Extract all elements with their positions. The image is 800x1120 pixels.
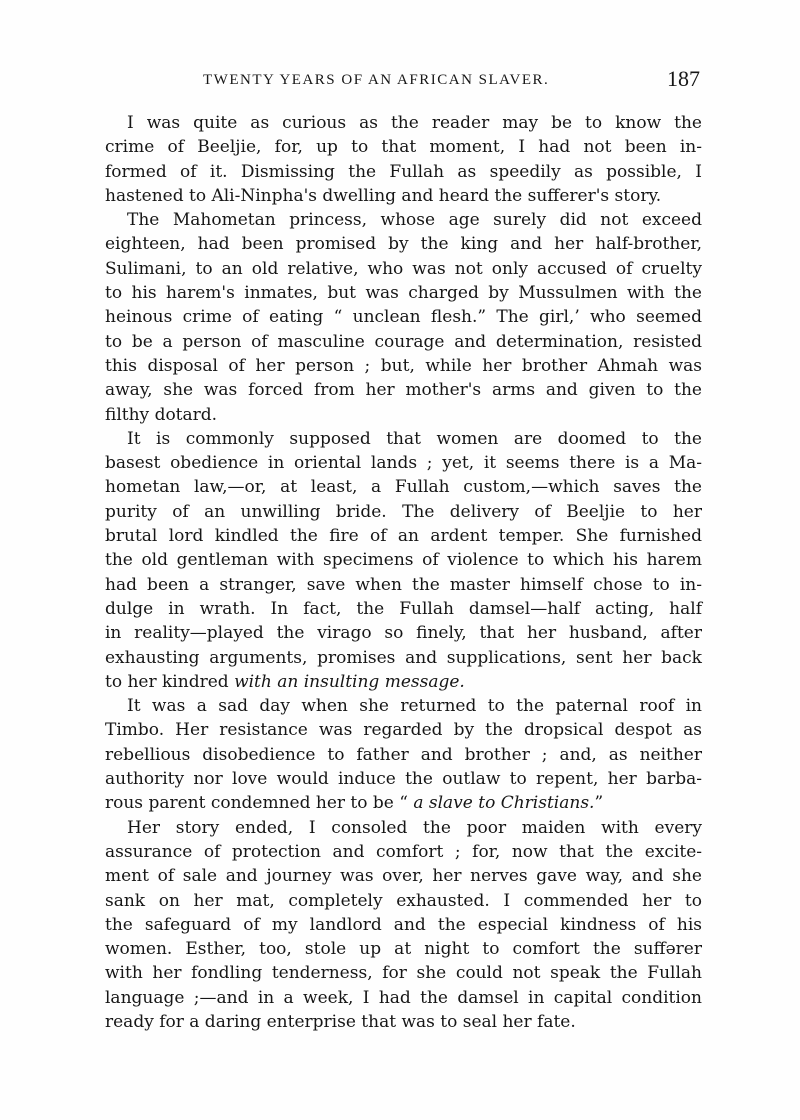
text-line: basest obedience in oriental lands ; yet, it seems there is a Ma- — [105, 453, 702, 474]
text-line: formed of it. Dismissing the Fullah as speedily as possible, I — [105, 161, 702, 182]
body-text — [105, 111, 702, 1034]
text-line: to his harem's inmates, but was charged by Mussulmen with the — [105, 283, 702, 304]
text-line: had been a stranger, save when the master himself chose to in- — [105, 574, 702, 595]
text-line: authority nor love would induce the outlaw to repent, her barba- — [105, 769, 702, 790]
text-line — [105, 670, 702, 694]
text-line: ment of sale and journey was over, her nerves gave way, and she — [105, 866, 702, 887]
italic-text: with an insulting message. — [234, 671, 465, 692]
text-line: with her fondling tenderness, for she could not speak the Fullah — [105, 963, 702, 984]
text-line: in reality—played the virago so finely, that her husband, after — [105, 623, 702, 644]
text-line: women. Esther, too, stole up at night to comfort the suffərer — [105, 939, 702, 960]
text-line: Her story ended, I consoled the poor maiden with every — [127, 817, 702, 838]
text-line: language ;—and in a week, I had the damsel in capital condition — [105, 987, 702, 1008]
text-line: I was quite as curious as the reader may be to know the — [127, 113, 702, 133]
text-line: eighteen, had been promised by the king and her half-brother, — [105, 234, 702, 255]
text-run: ” — [594, 793, 604, 814]
italic-text: a slave to Christians. — [413, 793, 595, 814]
page-number: 187 — [667, 66, 700, 91]
text-run: rous parent condemned her to be “ — [105, 793, 414, 814]
text-line: It was a sad day when she returned to the paternal roof in — [127, 696, 702, 717]
running-head — [105, 66, 700, 96]
text-line: Sulimani, to an old relative, who was not only accused of cruelty — [105, 258, 702, 279]
text-line: Timbo. Her resistance was regarded by the dropsical despot as — [105, 720, 702, 741]
text-line: dulge in wrath. In fact, the Fullah damsel—half acting, half — [105, 598, 702, 619]
text-line: to be a person of masculine courage and determination, resisted — [105, 331, 702, 352]
text-line: filthy dotard. — [105, 404, 218, 425]
text-run: to her kindred — [105, 671, 235, 692]
text-line — [105, 791, 702, 815]
text-line: hometan law,—or, at least, a Fullah custom,—which saves the — [105, 477, 702, 498]
running-title: TWENTY YEARS OF AN AFRICAN SLAVER. — [203, 72, 550, 88]
text-line: the safeguard of my landlord and the especial kindness of his — [105, 914, 702, 935]
text-line: this disposal of her person ; but, while her brother Ahmah was — [105, 355, 702, 376]
text-line: hastened to Ali-Ninpha's dwelling and heard the sufferer's story. — [105, 185, 662, 206]
text-line: It is commonly supposed that women are doomed to the — [127, 428, 702, 449]
text-line: sank on her mat, completely exhausted. I commended her to — [105, 890, 702, 911]
text-line: brutal lord kindled the fire of an ardent temper. She furnished — [105, 526, 702, 547]
text-line: ready for a daring enterprise that was to seal her fate. — [105, 1011, 576, 1032]
text-line: crime of Beeljie, for, up to that moment, I had not been in- — [105, 137, 702, 158]
text-line: The Mahometan princess, whose age surely did not exceed — [127, 210, 702, 231]
text-line: the old gentleman with specimens of violence to which his harem — [105, 550, 702, 571]
text-line: away, she was forced from her mother's arms and given to the — [105, 380, 702, 401]
text-line: heinous crime of eating “ unclean flesh.” The girl,’ who seemed — [105, 307, 702, 328]
text-line: exhausting arguments, promises and supplications, sent her back — [105, 647, 702, 668]
text-line: assurance of protection and comfort ; for, now that the excite- — [105, 841, 702, 862]
text-line: purity of an unwilling bride. The delivery of Beeljie to her — [105, 501, 702, 522]
text-line: rebellious disobedience to father and brother ; and, as neither — [105, 744, 702, 765]
